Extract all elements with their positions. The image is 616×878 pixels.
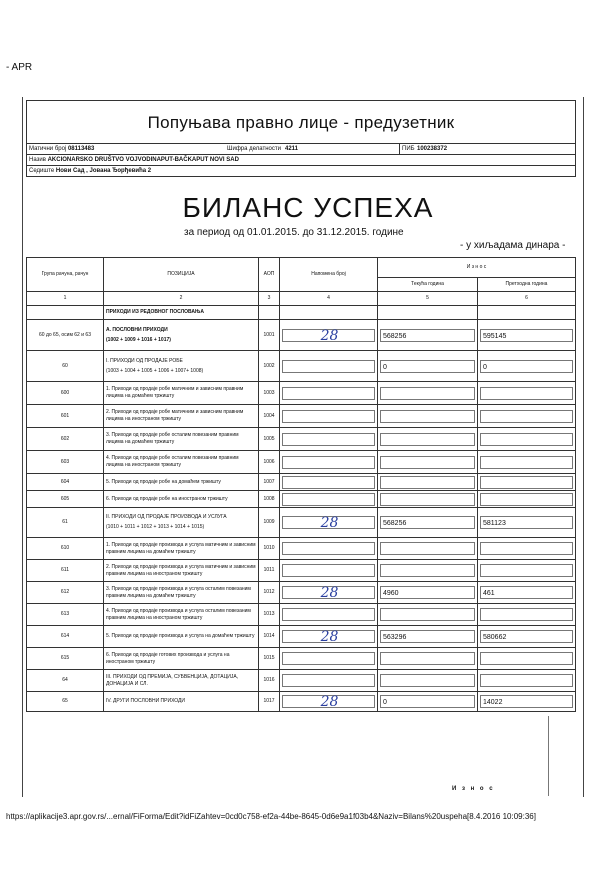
row-tekuca-cell <box>378 604 478 626</box>
apr-corner-label: - APR <box>6 62 33 73</box>
column-number-row <box>27 292 576 306</box>
table-row <box>27 474 576 491</box>
prethodna-field[interactable] <box>480 652 573 665</box>
row-pozicija <box>104 582 259 604</box>
prethodna-field[interactable] <box>480 387 573 400</box>
row-tekuca-cell <box>378 582 478 604</box>
table-row <box>27 491 576 508</box>
napomena-field[interactable] <box>282 433 375 446</box>
prethodna-field[interactable] <box>480 542 573 555</box>
napomena-field[interactable]: 28 <box>282 586 375 599</box>
row-aop: 1010 <box>259 538 280 560</box>
table-row <box>27 626 576 648</box>
row-tekuca-cell <box>378 560 478 582</box>
row-aop: 1002 <box>259 351 280 382</box>
napomena-field[interactable] <box>282 387 375 400</box>
row-pozicija <box>104 405 259 428</box>
col-number-6: 6 <box>478 292 576 306</box>
row-napomena-cell <box>280 405 378 428</box>
row-formula: (1002 + 1009 + 1016 + 1017) <box>106 336 171 343</box>
row-pozicija <box>104 626 259 648</box>
section-heading-empty <box>478 306 576 320</box>
prethodna-field[interactable]: 461 <box>480 586 573 599</box>
prethodna-field[interactable]: 0 <box>480 360 573 373</box>
tekuca-field[interactable] <box>380 456 475 469</box>
row-aop: 1016 <box>259 670 280 692</box>
row-aop: 1011 <box>259 560 280 582</box>
header-naziv-row <box>26 155 576 166</box>
tekuca-field[interactable] <box>380 564 475 577</box>
prethodna-field[interactable] <box>480 456 573 469</box>
row-aop: 1005 <box>259 428 280 451</box>
section-heading: ПРИХОДИ ИЗ РЕДОВНОГ ПОСЛОВАЊА <box>104 306 259 320</box>
col-number-4: 4 <box>280 292 378 306</box>
row-grupa: 601 <box>27 405 104 428</box>
row-pozicija-text: 1. Приходи од продаје производа и услуга матичним и зависним правним лицима на домаћем тржишту <box>106 541 256 555</box>
income-statement-table <box>26 257 576 712</box>
tekuca-field[interactable] <box>380 493 475 506</box>
row-pozicija <box>104 320 259 351</box>
row-napomena-cell <box>280 560 378 582</box>
prethodna-field[interactable]: 14022 <box>480 695 573 708</box>
row-prethodna-cell <box>478 428 576 451</box>
napomena-field[interactable]: 28 <box>282 695 375 708</box>
row-aop: 1017 <box>259 692 280 712</box>
prethodna-field[interactable] <box>480 493 573 506</box>
header-sediste-row <box>26 166 576 177</box>
tekuca-field[interactable] <box>380 652 475 665</box>
row-prethodna-cell <box>478 538 576 560</box>
row-pozicija <box>104 604 259 626</box>
napomena-field[interactable] <box>282 564 375 577</box>
table-row <box>27 560 576 582</box>
row-grupa: 60 до 65, осим 62 и 63 <box>27 320 104 351</box>
row-prethodna-cell <box>478 405 576 428</box>
napomena-field[interactable] <box>282 493 375 506</box>
row-pozicija-text: 3. Приходи од продаје производа и услуга осталим повезаним правним лицима на домаћем тржишту <box>106 585 251 599</box>
prethodna-field[interactable] <box>480 608 573 621</box>
col-header-pozicija: ПОЗИЦИЈА <box>104 258 259 292</box>
sifra-value: 4211 <box>285 146 299 152</box>
section-heading-empty <box>378 306 478 320</box>
row-napomena-cell <box>280 538 378 560</box>
row-grupa: 613 <box>27 604 104 626</box>
row-pozicija-text: 6. Приходи од продаје готових производа и услуга на иностраном тржишту <box>106 651 230 665</box>
tekuca-field[interactable] <box>380 476 475 489</box>
pib-value: 100238372 <box>417 146 448 152</box>
tekuca-field[interactable]: 0 <box>380 695 475 708</box>
row-pozicija-text: 6. Приходи од продаје робе на иностраном тржишту <box>106 495 228 502</box>
row-pozicija <box>104 648 259 670</box>
row-grupa: 605 <box>27 491 104 508</box>
napomena-field[interactable]: 28 <box>282 329 375 342</box>
prethodna-field[interactable]: 580662 <box>480 630 573 643</box>
row-napomena-cell <box>280 320 378 351</box>
row-napomena-cell <box>280 351 378 382</box>
napomena-field[interactable] <box>282 360 375 373</box>
row-pozicija <box>104 692 259 712</box>
row-pozicija-text: II. ПРИХОДИ ОД ПРОДАЈЕ ПРОИЗВОДА И УСЛУГА <box>106 514 227 520</box>
row-grupa: 60 <box>27 351 104 382</box>
table-row <box>27 538 576 560</box>
row-formula: (1010 + 1011 + 1012 + 1013 + 1014 + 1015) <box>106 524 205 530</box>
row-prethodna-cell <box>478 560 576 582</box>
sediste-value: Нови Сад , Јована Ђорђевића 2 <box>55 168 152 174</box>
napomena-field[interactable]: 28 <box>282 630 375 643</box>
row-pozicija-text: 5. Приходи од продаје производа и услуга на домаћем тржишту <box>106 633 255 639</box>
row-pozicija-text: 2. Приходи од продаје производа и услуга матичним и зависним правним лицима на иностраном тржишту <box>106 563 256 577</box>
row-prethodna-cell <box>478 491 576 508</box>
row-tekuca-cell <box>378 491 478 508</box>
napomena-field[interactable]: 28 <box>282 516 375 529</box>
document-title: БИЛАНС УСПЕХА <box>182 192 434 223</box>
row-prethodna-cell <box>478 320 576 351</box>
section-heading-empty <box>27 306 104 320</box>
row-grupa: 614 <box>27 626 104 648</box>
row-tekuca-cell <box>378 648 478 670</box>
row-tekuca-cell <box>378 351 478 382</box>
row-napomena-cell <box>280 474 378 491</box>
unit-text: - у хиљадама динара - <box>460 240 566 251</box>
row-pozicija-text: 4. Приходи од продаје робе осталим повезаним правним лицима на иностраном тржишту <box>106 455 239 468</box>
prethodna-field[interactable] <box>480 564 573 577</box>
table-row <box>27 428 576 451</box>
row-napomena-cell <box>280 692 378 712</box>
prethodna-field[interactable] <box>480 674 573 687</box>
table-row <box>27 670 576 692</box>
row-aop: 1013 <box>259 604 280 626</box>
napomena-field[interactable] <box>282 542 375 555</box>
table-row <box>27 320 576 351</box>
section-heading-empty <box>280 306 378 320</box>
prethodna-field[interactable]: 595145 <box>480 329 573 342</box>
row-pozicija <box>104 538 259 560</box>
table-row <box>27 604 576 626</box>
row-prethodna-cell <box>478 582 576 604</box>
row-tekuca-cell <box>378 451 478 474</box>
table-row <box>27 692 576 712</box>
row-pozicija <box>104 670 259 692</box>
row-tekuca-cell <box>378 474 478 491</box>
row-grupa: 65 <box>27 692 104 712</box>
row-pozicija <box>104 491 259 508</box>
col-header-aop: АОП <box>259 258 280 292</box>
row-napomena-cell <box>280 382 378 405</box>
row-pozicija-text: IV. ДРУГИ ПОСЛОВНИ ПРИХОДИ <box>106 698 185 704</box>
tekuca-field[interactable]: 0 <box>380 360 475 373</box>
section-heading-row <box>27 306 576 320</box>
napomena-field[interactable] <box>282 608 375 621</box>
row-formula: (1003 + 1004 + 1005 + 1006 + 1007+ 1008) <box>106 367 204 374</box>
napomena-field[interactable] <box>282 674 375 687</box>
row-napomena-cell <box>280 428 378 451</box>
row-tekuca-cell <box>378 538 478 560</box>
row-tekuca-cell <box>378 626 478 648</box>
row-prethodna-cell <box>478 670 576 692</box>
row-pozicija-text: III. ПРИХОДИ ОД ПРЕМИЈА, СУБВЕНЦИЈА, ДОТАЦИЈА, ДОНАЦИЈА И СЛ. <box>106 673 239 687</box>
row-pozicija <box>104 451 259 474</box>
bottom-iznos-label: И з н о с <box>452 786 495 792</box>
row-prethodna-cell <box>478 474 576 491</box>
table-row <box>27 451 576 474</box>
tekuca-field[interactable] <box>380 674 475 687</box>
pib-label: ПИБ <box>399 144 415 154</box>
row-prethodna-cell <box>478 604 576 626</box>
prethodna-field[interactable] <box>480 433 573 446</box>
section-heading-empty <box>259 306 280 320</box>
row-grupa: 610 <box>27 538 104 560</box>
row-pozicija-text: 2. Приходи од продаје робе матичним и зависним правним лицима на иностраном тржишту <box>106 409 244 422</box>
tekuca-field[interactable]: 568256 <box>380 329 475 342</box>
row-grupa: 604 <box>27 474 104 491</box>
row-aop: 1006 <box>259 451 280 474</box>
row-napomena-cell <box>280 582 378 604</box>
row-tekuca-cell <box>378 670 478 692</box>
row-prethodna-cell <box>478 508 576 538</box>
tekuca-field[interactable]: 563296 <box>380 630 475 643</box>
row-aop: 1008 <box>259 491 280 508</box>
row-napomena-cell <box>280 451 378 474</box>
row-pozicija-text: 3. Приходи од продаје робе осталим повезаним правним лицима на домаћем тржишту <box>106 432 239 445</box>
row-napomena-cell <box>280 491 378 508</box>
row-aop: 1003 <box>259 382 280 405</box>
url-footer: https://aplikacije3.apr.gov.rs/...ernal/FiForma/Edit?idFiZahtev=0cd0c758-ef2a-44be-8645-0d6e9a1f03b4&Naziv=Bilans%20uspeha[8.4.2016 10:09:36] <box>6 812 536 821</box>
tekuca-field[interactable] <box>380 433 475 446</box>
scan-mark <box>548 716 549 796</box>
row-aop: 1007 <box>259 474 280 491</box>
table-row <box>27 351 576 382</box>
row-aop: 1004 <box>259 405 280 428</box>
row-pozicija <box>104 428 259 451</box>
row-aop: 1001 <box>259 320 280 351</box>
col-header-napomena: Напомена број <box>280 258 378 292</box>
row-aop: 1012 <box>259 582 280 604</box>
row-pozicija-text: 4. Приходи од продаје производа и услуга осталим повезаним правним лицима на иностраном тржишту <box>106 607 251 621</box>
header-ids-row <box>26 144 576 155</box>
row-prethodna-cell <box>478 626 576 648</box>
row-napomena-cell <box>280 670 378 692</box>
period-text: за период од 01.01.2015. до 31.12.2015. године <box>184 227 404 238</box>
napomena-field[interactable] <box>282 456 375 469</box>
row-tekuca-cell <box>378 508 478 538</box>
naziv-label: Назив <box>29 157 46 163</box>
col-header-tekuca: Текућа година <box>378 278 478 292</box>
table-row <box>27 382 576 405</box>
row-aop: 1009 <box>259 508 280 538</box>
row-pozicija-text: А. ПОСЛОВНИ ПРИХОДИ <box>106 326 168 333</box>
sediste-label: Седиште <box>29 168 55 174</box>
row-napomena-cell <box>280 626 378 648</box>
row-pozicija <box>104 560 259 582</box>
row-pozicija <box>104 474 259 491</box>
form-header <box>26 100 576 180</box>
col-number-5: 5 <box>378 292 478 306</box>
row-prethodna-cell <box>478 451 576 474</box>
header-title: Попуњава правно лице - предузетник <box>26 100 576 144</box>
row-pozicija-text: 1. Приходи од продаје робе матичним и зависним правним лицима на домаћем тржишту <box>106 386 244 399</box>
tekuca-field[interactable] <box>380 387 475 400</box>
table-row <box>27 648 576 670</box>
row-tekuca-cell <box>378 428 478 451</box>
header-row-1 <box>27 258 576 278</box>
row-tekuca-cell <box>378 692 478 712</box>
row-pozicija <box>104 508 259 538</box>
col-header-iznos: И з н о с <box>378 258 576 278</box>
row-grupa: 612 <box>27 582 104 604</box>
row-prethodna-cell <box>478 648 576 670</box>
maticni-value: 08113483 <box>67 146 95 152</box>
row-prethodna-cell <box>478 351 576 382</box>
tekuca-field[interactable] <box>380 410 475 423</box>
prethodna-field[interactable] <box>480 476 573 489</box>
col-number-1: 1 <box>27 292 104 306</box>
row-prethodna-cell <box>478 382 576 405</box>
row-tekuca-cell <box>378 405 478 428</box>
prethodna-field[interactable] <box>480 410 573 423</box>
table-row <box>27 405 576 428</box>
row-grupa: 611 <box>27 560 104 582</box>
tekuca-field[interactable]: 4960 <box>380 586 475 599</box>
tekuca-field[interactable]: 568256 <box>380 516 475 529</box>
prethodna-field[interactable]: 581123 <box>480 516 573 529</box>
sifra-label: Шифра делатности <box>227 146 281 152</box>
row-grupa: 64 <box>27 670 104 692</box>
tekuca-field[interactable] <box>380 608 475 621</box>
row-pozicija-text: I. ПРИХОДИ ОД ПРОДАЈЕ РОБЕ <box>106 357 183 364</box>
row-grupa: 603 <box>27 451 104 474</box>
table-row <box>27 508 576 538</box>
row-grupa: 615 <box>27 648 104 670</box>
napomena-field[interactable] <box>282 652 375 665</box>
row-pozicija <box>104 382 259 405</box>
row-prethodna-cell <box>478 692 576 712</box>
col-number-3: 3 <box>259 292 280 306</box>
naziv-value: AKCIONARSKO DRUŠTVO VOJVODINAPUT-BAČKAPUT NOVI SAD <box>47 157 239 163</box>
row-napomena-cell <box>280 604 378 626</box>
row-grupa: 600 <box>27 382 104 405</box>
table-row <box>27 582 576 604</box>
napomena-field[interactable] <box>282 410 375 423</box>
row-grupa: 602 <box>27 428 104 451</box>
col-number-2: 2 <box>104 292 259 306</box>
row-aop: 1014 <box>259 626 280 648</box>
row-napomena-cell <box>280 508 378 538</box>
tekuca-field[interactable] <box>380 542 475 555</box>
col-header-prethodna: Претходна година <box>478 278 576 292</box>
row-pozicija <box>104 351 259 382</box>
napomena-field[interactable] <box>282 476 375 489</box>
row-tekuca-cell <box>378 382 478 405</box>
row-aop: 1015 <box>259 648 280 670</box>
row-tekuca-cell <box>378 320 478 351</box>
maticni-label: Матични број <box>29 146 67 152</box>
row-napomena-cell <box>280 648 378 670</box>
col-header-grupa: Група рачуна, рачун <box>27 258 104 292</box>
row-grupa: 61 <box>27 508 104 538</box>
row-pozicija-text: 5. Приходи од продаје робе на домаћем тржишту <box>106 478 221 485</box>
